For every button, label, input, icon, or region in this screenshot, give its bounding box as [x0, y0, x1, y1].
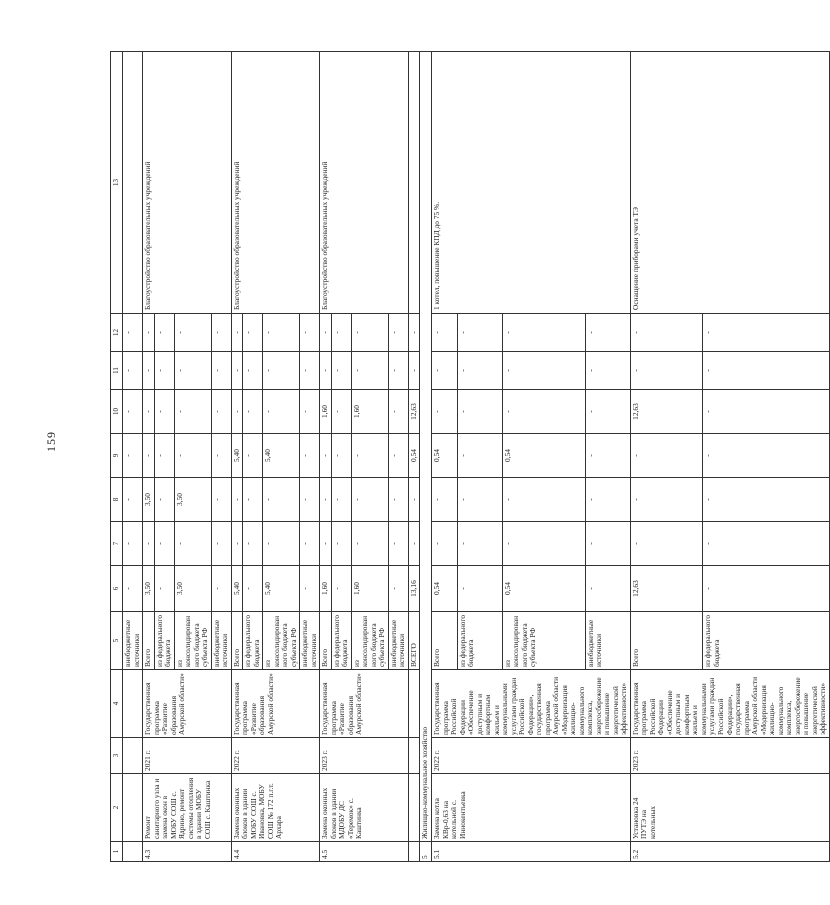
- value-cell: -: [431, 352, 457, 390]
- value-cell: -: [300, 314, 320, 352]
- value-cell: 12,63: [630, 566, 703, 612]
- value-cell: -: [300, 390, 320, 434]
- value-cell: -: [408, 522, 420, 566]
- header-row: [111, 52, 123, 862]
- value-cell: -: [154, 390, 174, 434]
- value-cell: 3,50: [174, 478, 211, 522]
- value-cell: -: [300, 352, 320, 390]
- value-cell: -: [211, 314, 231, 352]
- value-cell: -: [331, 434, 351, 478]
- value-cell: -: [585, 390, 630, 434]
- value-cell: -: [351, 314, 388, 352]
- value-cell: -: [320, 478, 332, 522]
- value-cell: -: [320, 434, 332, 478]
- value-cell: -: [457, 352, 502, 390]
- table-row: [143, 52, 155, 862]
- source-cell: из консолидированного бюджета субъекта РФ: [502, 612, 585, 670]
- item-number: 5.2: [630, 842, 829, 862]
- value-cell: -: [351, 434, 388, 478]
- value-cell: -: [263, 478, 300, 522]
- source-cell: Всего: [320, 612, 332, 670]
- value-cell: 1,60: [351, 390, 388, 434]
- header-cell: 11: [111, 352, 123, 390]
- value-cell: -: [331, 352, 351, 390]
- table-row: [320, 52, 332, 862]
- source-cell: внебюджетные источники: [585, 612, 630, 670]
- value-cell: -: [703, 390, 829, 434]
- investment-table: [110, 51, 830, 862]
- item-year: 2021 г.: [143, 738, 232, 774]
- value-cell: -: [231, 352, 243, 390]
- value-cell: -: [388, 390, 408, 434]
- header-cell: 6: [111, 566, 123, 612]
- value-cell: -: [585, 566, 630, 612]
- item-note: Оснащение приборами учета ТЭ: [630, 52, 829, 314]
- section-row: [420, 52, 432, 862]
- header-cell: 5: [111, 612, 123, 670]
- table-row: [231, 52, 243, 862]
- value-cell: 5,40: [263, 434, 300, 478]
- value-cell: -: [154, 522, 174, 566]
- source-cell: внебюджетные источники: [211, 612, 231, 670]
- value-cell: -: [154, 314, 174, 352]
- value-cell: -: [231, 390, 243, 434]
- value-cell: -: [630, 434, 703, 478]
- header-cell: 4: [111, 670, 123, 738]
- value-cell: -: [585, 314, 630, 352]
- table-row: [630, 52, 703, 862]
- value-cell: 5,40: [231, 566, 243, 612]
- header-cell: 10: [111, 390, 123, 434]
- value-cell: -: [703, 566, 829, 612]
- value-cell: -: [585, 478, 630, 522]
- value-cell: 3,50: [174, 566, 211, 612]
- value-cell: -: [123, 522, 143, 566]
- header-cell: 3: [111, 738, 123, 774]
- value-cell: -: [243, 390, 263, 434]
- value-cell: -: [351, 352, 388, 390]
- value-cell: -: [143, 352, 155, 390]
- value-cell: 5,40: [231, 434, 243, 478]
- value-cell: -: [320, 522, 332, 566]
- header-cell: 13: [111, 52, 123, 314]
- item-note: Благоустройство образовательных учреждений: [231, 52, 320, 314]
- value-cell: -: [320, 352, 332, 390]
- value-cell: -: [300, 434, 320, 478]
- value-cell: -: [231, 314, 243, 352]
- item-note: 1 котел, повышение КПД до 75 %.: [431, 52, 630, 314]
- page-number: 159: [44, 431, 58, 452]
- source-cell: Всего: [231, 612, 243, 670]
- value-cell: 0,54: [502, 434, 585, 478]
- item-note: Благоустройство образовательных учреждений: [143, 52, 232, 314]
- value-cell: -: [123, 390, 143, 434]
- value-cell: -: [502, 478, 585, 522]
- value-cell: -: [457, 478, 502, 522]
- item-program: Государственная программа Российской Федерации «Обеспечение доступным и комфортным жильем и коммунальными услугами граждан Российской Федерации», государственная программа Амурской области «Модернизация жилищно-коммунального комплекса, энергосбережение и повышение энергетической эффективности»: [431, 670, 630, 738]
- value-cell: 3,50: [143, 566, 155, 612]
- value-cell: -: [211, 390, 231, 434]
- value-cell: -: [457, 522, 502, 566]
- value-cell: -: [123, 478, 143, 522]
- total-label: ВСЕГО: [408, 612, 420, 670]
- value-cell: -: [263, 522, 300, 566]
- source-cell: из консолидированного бюджета субъекта РФ: [174, 612, 211, 670]
- value-cell: -: [331, 478, 351, 522]
- value-cell: -: [585, 352, 630, 390]
- header-cell: 9: [111, 434, 123, 478]
- value-cell: -: [408, 314, 420, 352]
- section-title: Жилищно-коммунальное хозяйство: [420, 52, 432, 842]
- value-cell: -: [263, 314, 300, 352]
- value-cell: -: [123, 566, 143, 612]
- table-row: [431, 52, 457, 862]
- value-cell: -: [123, 434, 143, 478]
- item-number: 4.5: [320, 842, 409, 862]
- value-cell: -: [143, 434, 155, 478]
- continuation-row: [123, 52, 143, 862]
- value-cell: -: [243, 434, 263, 478]
- value-cell: -: [431, 390, 457, 434]
- source-cell: из консолидированного бюджета субъекта РФ: [263, 612, 300, 670]
- value-cell: -: [331, 390, 351, 434]
- value-cell: 13,16: [408, 566, 420, 612]
- value-cell: -: [300, 566, 320, 612]
- header-cell: 2: [111, 774, 123, 842]
- value-cell: -: [154, 352, 174, 390]
- value-cell: -: [154, 566, 174, 612]
- item-program: Государственная программа «Развитие образования Амурской области»: [320, 670, 409, 738]
- value-cell: -: [243, 522, 263, 566]
- value-cell: -: [231, 478, 243, 522]
- section-number: 5: [420, 842, 432, 862]
- value-cell: -: [388, 522, 408, 566]
- value-cell: 0,54: [408, 434, 420, 478]
- value-cell: -: [388, 314, 408, 352]
- item-program: Государственная программа «Развитие образования Амурской области»: [143, 670, 232, 738]
- total-row: [408, 52, 420, 862]
- value-cell: -: [243, 478, 263, 522]
- value-cell: -: [143, 522, 155, 566]
- value-cell: -: [143, 314, 155, 352]
- value-cell: -: [457, 390, 502, 434]
- value-cell: -: [630, 352, 703, 390]
- value-cell: -: [388, 352, 408, 390]
- value-cell: 1,60: [320, 390, 332, 434]
- value-cell: -: [211, 434, 231, 478]
- value-cell: -: [231, 522, 243, 566]
- value-cell: -: [211, 352, 231, 390]
- item-year: 2022 г.: [231, 738, 320, 774]
- value-cell: 5,40: [263, 566, 300, 612]
- value-cell: -: [703, 352, 829, 390]
- item-program: Государственная программа «Развитие образования Амурской области»: [231, 670, 320, 738]
- source-cell: из федерального бюджета: [243, 612, 263, 670]
- source-cell: Всего: [630, 612, 703, 670]
- value-cell: -: [457, 566, 502, 612]
- value-cell: -: [408, 352, 420, 390]
- value-cell: -: [351, 478, 388, 522]
- header-cell: 12: [111, 314, 123, 352]
- value-cell: 3,50: [143, 478, 155, 522]
- item-note: Благоустройство образовательных учреждений: [320, 52, 409, 314]
- header-cell: 1: [111, 842, 123, 862]
- value-cell: -: [502, 390, 585, 434]
- value-cell: -: [585, 522, 630, 566]
- value-cell: -: [630, 478, 703, 522]
- value-cell: -: [408, 478, 420, 522]
- item-name: Ремонт санитарного узла и замена окон в МОБУ СОШ с. Ядрино, ремонт системы отопления в здании МОБУ СОШ с. Каштинка: [143, 774, 232, 842]
- value-cell: -: [703, 522, 829, 566]
- value-cell: -: [123, 352, 143, 390]
- value-cell: -: [585, 434, 630, 478]
- value-cell: 0,54: [502, 566, 585, 612]
- item-name: Замена оконных блоков в здании МДОБУ ДС «Теремок» с. Каштинка: [320, 774, 409, 842]
- value-cell: -: [154, 434, 174, 478]
- value-cell: -: [154, 478, 174, 522]
- value-cell: -: [174, 314, 211, 352]
- value-cell: -: [388, 478, 408, 522]
- value-cell: -: [630, 314, 703, 352]
- item-name: Замена котла КВр-0,63 на котельной с. Иннокентьевка: [431, 774, 630, 842]
- item-year: 2022 г.: [431, 738, 630, 774]
- value-cell: -: [174, 522, 211, 566]
- source-cell: внебюджетные источники: [388, 612, 408, 670]
- item-number: 4.4: [231, 842, 320, 862]
- value-cell: -: [174, 390, 211, 434]
- header-cell: 7: [111, 522, 123, 566]
- source-cell: из федерального бюджета: [457, 612, 502, 670]
- value-cell: -: [703, 478, 829, 522]
- source-cell: из федерального бюджета: [154, 612, 174, 670]
- rotated-table-wrapper: [110, 52, 828, 862]
- item-number: 4.3: [143, 842, 232, 862]
- value-cell: -: [174, 352, 211, 390]
- value-cell: -: [320, 314, 332, 352]
- value-cell: -: [263, 390, 300, 434]
- value-cell: -: [431, 522, 457, 566]
- value-cell: -: [431, 478, 457, 522]
- value-cell: -: [502, 352, 585, 390]
- value-cell: -: [123, 314, 143, 352]
- value-cell: -: [331, 522, 351, 566]
- value-cell: -: [502, 522, 585, 566]
- value-cell: -: [331, 566, 351, 612]
- value-cell: -: [243, 566, 263, 612]
- source-cell: Всего: [143, 612, 155, 670]
- value-cell: -: [703, 434, 829, 478]
- value-cell: 0,54: [431, 434, 457, 478]
- source-cell: из федерального бюджета: [703, 612, 829, 670]
- value-cell: 12,63: [408, 390, 420, 434]
- value-cell: -: [211, 522, 231, 566]
- value-cell: -: [703, 314, 829, 352]
- value-cell: -: [351, 522, 388, 566]
- source-cell: внебюджетные источники: [300, 612, 320, 670]
- value-cell: -: [174, 434, 211, 478]
- value-cell: -: [263, 352, 300, 390]
- value-cell: -: [457, 314, 502, 352]
- value-cell: -: [211, 566, 231, 612]
- item-number: 5.1: [431, 842, 630, 862]
- item-name: Установка 24 ПУТЭ на котельных: [630, 774, 829, 842]
- value-cell: 12,63: [630, 390, 703, 434]
- value-cell: -: [457, 434, 502, 478]
- value-cell: -: [243, 352, 263, 390]
- value-cell: -: [211, 478, 231, 522]
- value-cell: -: [388, 566, 408, 612]
- item-year: 2023 г.: [630, 738, 829, 774]
- value-cell: -: [243, 314, 263, 352]
- item-program: Государственная программа Российской Федерации «Обеспечение доступным и комфортным жильем и коммунальными услугами граждан Российской Федерации», государственная программа Амурской области «Модернизация жилищно-коммунального комплекса, энергосбережение и повышение энергетической эффективности»: [630, 670, 829, 738]
- value-cell: -: [502, 314, 585, 352]
- source-cell: из федерального бюджета: [331, 612, 351, 670]
- source-cell: из консолидированного бюджета субъекта РФ: [351, 612, 388, 670]
- value-cell: -: [630, 522, 703, 566]
- source-cell: Всего: [431, 612, 457, 670]
- value-cell: -: [300, 478, 320, 522]
- value-cell: -: [331, 314, 351, 352]
- value-cell: -: [388, 434, 408, 478]
- value-cell: 0,54: [431, 566, 457, 612]
- value-cell: -: [431, 314, 457, 352]
- value-cell: 1,60: [320, 566, 332, 612]
- value-cell: -: [300, 522, 320, 566]
- value-cell: -: [143, 390, 155, 434]
- item-name: Замена оконных блоков в здании МОБУ СОШ с. Ивановка, МОБУ СОШ № 172 п.г.т. Архара: [231, 774, 320, 842]
- value-cell: 1,60: [351, 566, 388, 612]
- source-cell: внебюджетные источники: [123, 612, 143, 670]
- header-cell: 8: [111, 478, 123, 522]
- item-year: 2023 г.: [320, 738, 409, 774]
